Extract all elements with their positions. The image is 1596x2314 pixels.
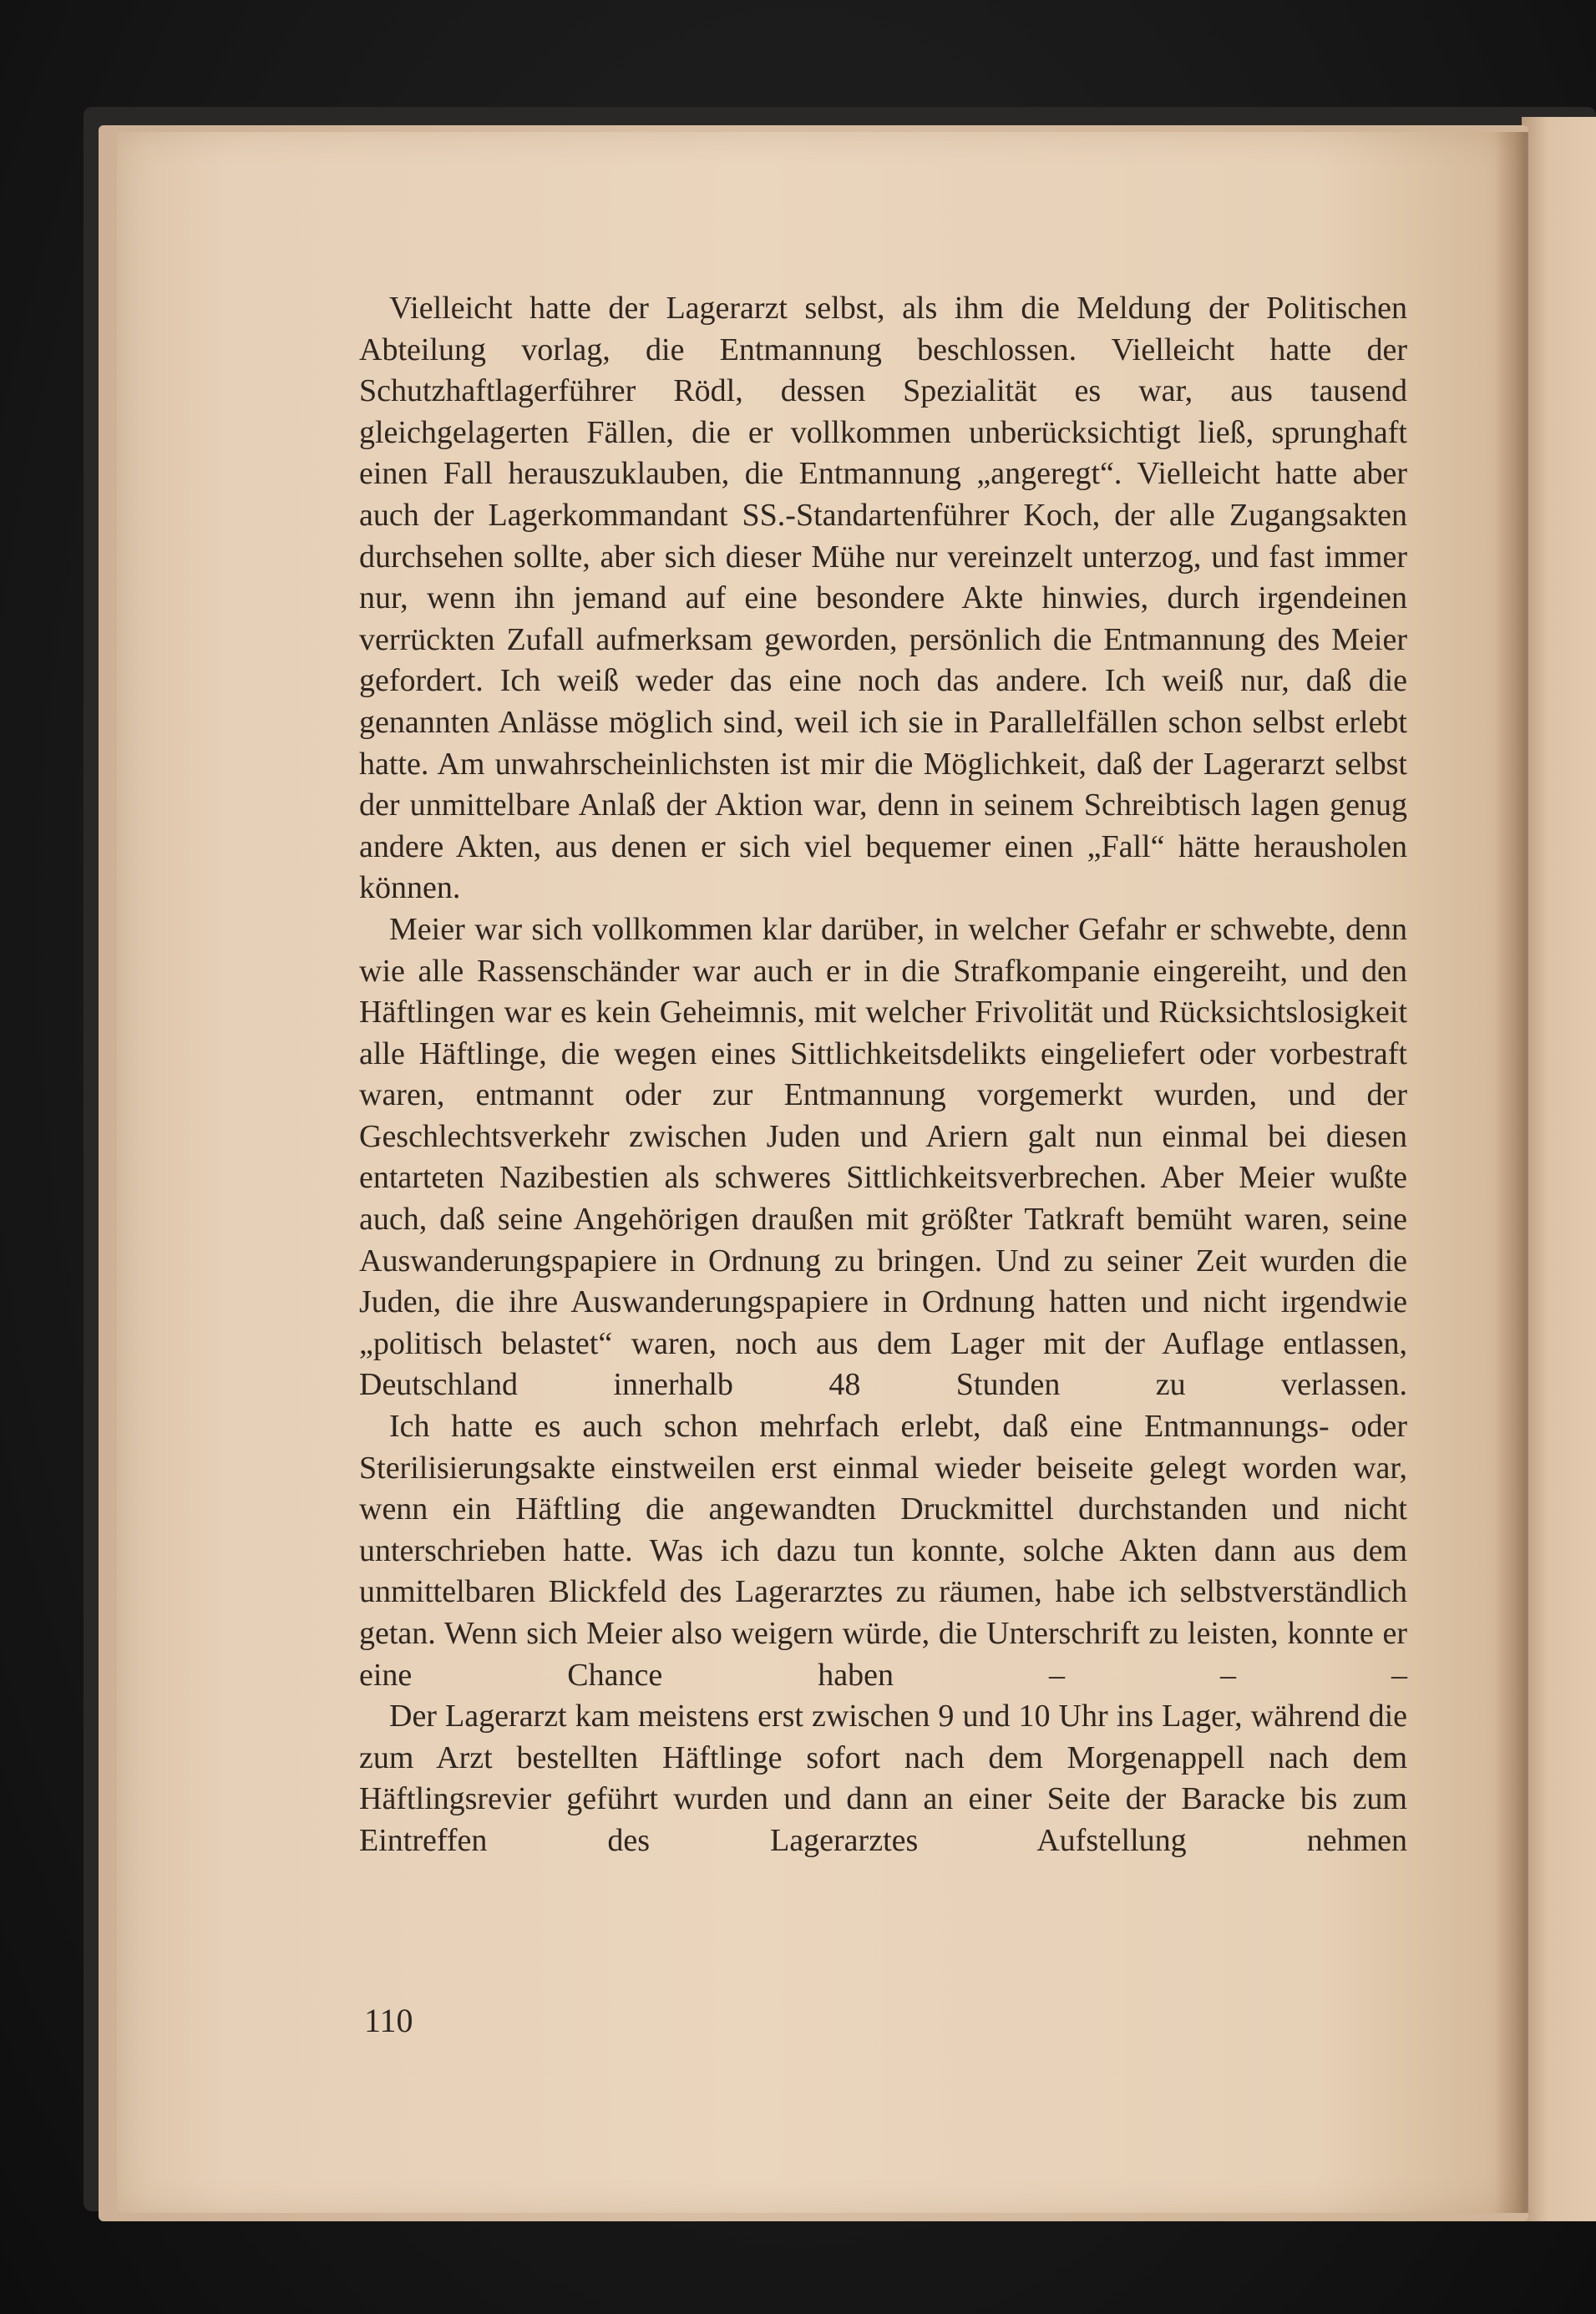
facing-page-edge	[1522, 117, 1596, 2221]
page-gutter-shadow	[1495, 132, 1528, 2213]
paragraph-3: Ich hatte es auch schon mehrfach erlebt, daß eine Entmannungs- oder Sterilisierungsakte einstweilen erst einmal wieder beiseite gelegt worden war, wenn ein Häftling die angewandten Druckmittel durchstanden und nicht unterschrieben hatte. Was ich dazu tun konnte, solche Akten dann aus dem unmittelbaren Blickfeld des Lagerarztes zu räumen, habe ich selbstverständlich getan. Wenn sich Meier also weigern würde, die Unterschrift zu leisten, konnte er eine Chance haben – – –	[359, 1409, 1407, 1693]
page-number: 110	[364, 2002, 413, 2039]
paragraph-2: Meier war sich vollkommen klar darüber, in welcher Gefahr er schwebte, denn wie alle Rassenschänder war auch er in die Strafkompanie eingereiht, und den Häftlingen war es kein Geheimnis, mit welcher Frivolität und Rücksichtslosigkeit alle Häftlinge, die wegen eines Sittlichkeitsdelikts eingeliefert oder vorbestraft waren, entmannt oder zur Entmannung vorgemerkt wurden, und der Geschlechtsverkehr zwischen Juden und Ariern galt nun einmal bei diesen entarteten Nazibestien als schweres Sittlichkeitsverbrechen. Aber Meier wußte auch, daß seine Angehörigen draußen mit größter Tatkraft bemüht waren, seine Auswanderungspapiere in Ordnung zu bringen. Und zu seiner Zeit wurden die Juden, die ihre Auswanderungspapiere in Ordnung hatten und nicht irgendwie „politisch belastet“ waren, noch aus dem Lager mit der Auflage entlassen, Deutschland innerhalb 48 Stunden zu verlassen.	[359, 911, 1407, 1403]
page-text	[359, 288, 1407, 1862]
paragraph-1: Vielleicht hatte der Lagerarzt selbst, als ihm die Meldung der Politischen Abteilung vorlag, die Entmannung beschlossen. Vielleicht hatte der Schutzhaftlagerführer Rödl, dessen Spezialität es war, aus tausend gleichgelagerten Fällen, die er vollkommen unberücksichtigt ließ, sprunghaft einen Fall herauszuklauben, die Entmannung „angeregt“. Vielleicht hatte aber auch der Lagerkommandant SS.-Standartenführer Koch, der alle Zugangsakten durchsehen sollte, aber sich dieser Mühe nur vereinzelt unterzog, und fast immer nur, wenn ihn jemand auf eine besondere Akte hinwies, durch irgendeinen verrückten Zufall aufmerksam geworden, persönlich die Entmannung des Meier gefordert. Ich weiß weder das eine noch das andere. Ich weiß nur, daß die genannten Anlässe möglich sind, weil ich sie in Parallelfällen schon selbst erlebt hatte. Am unwahrscheinlichsten ist mir die Möglichkeit, daß der Lagerarzt selbst der unmittelbare Anlaß der Aktion war, denn in seinem Schreibtisch lagen genug andere Akten, aus denen er sich viel bequemer einen „Fall“ hätte herausholen können.	[359, 291, 1407, 906]
paragraph-4: Der Lagerarzt kam meistens erst zwischen 9 und 10 Uhr ins Lager, während die zum Arzt bestellten Häftlinge sofort nach dem Morgenappell nach dem Häftlingsrevier geführt wurden und dann an einer Seite der Baracke bis zum Eintreffen des Lagerarztes Aufstellung nehmen	[359, 1699, 1407, 1858]
